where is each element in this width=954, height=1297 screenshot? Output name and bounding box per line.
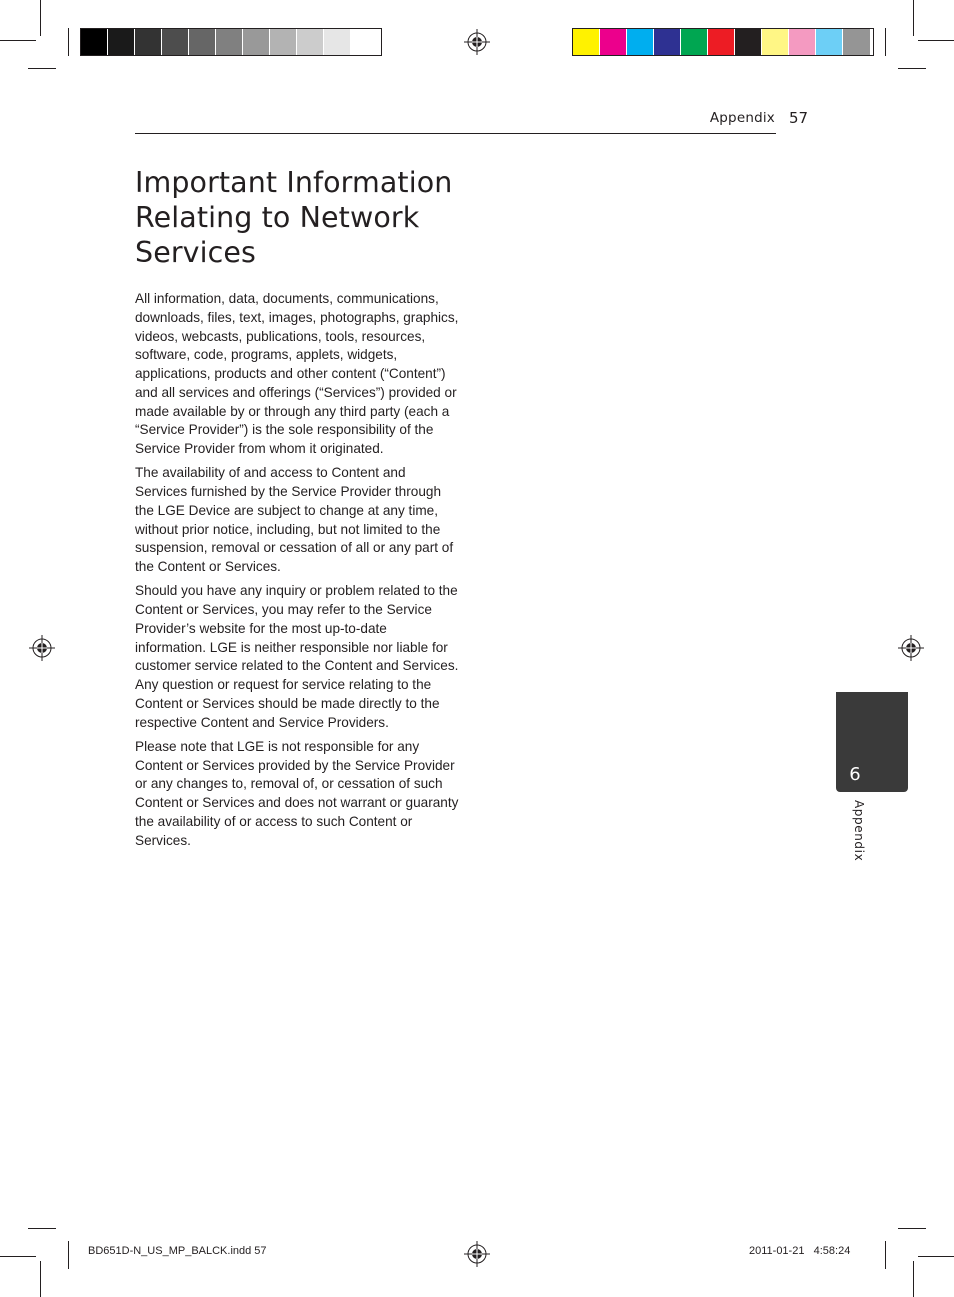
crop-mark-br-h2 — [898, 1228, 926, 1229]
header-rule — [135, 133, 776, 134]
color-swatch — [816, 29, 843, 55]
color-swatch — [789, 29, 816, 55]
color-swatch — [216, 29, 243, 55]
body-text — [135, 290, 460, 856]
crop-mark-tl-v — [40, 0, 41, 36]
running-header-section: Appendix — [709, 110, 775, 126]
color-swatch — [681, 29, 708, 55]
crop-mark-bl-v2 — [68, 1241, 69, 1269]
color-swatch — [324, 29, 351, 55]
color-swatch — [135, 29, 162, 55]
page-number: 57 — [789, 109, 809, 127]
registration-mark-icon — [464, 1241, 490, 1267]
color-swatch — [708, 29, 735, 55]
paragraph: Please note that LGE is not responsible for any Content or Services provided by the Service Provider or any changes to, removal of, or cessation of such Content or Services and does not warrant or guaranty the availability of or access to such Content or Services. — [135, 738, 459, 848]
registration-mark-icon — [464, 29, 490, 55]
crop-mark-tl-h2 — [28, 68, 56, 69]
color-swatch — [189, 29, 216, 55]
paragraph: All information, data, documents, communications, downloads, files, text, images, photographs, graphics, videos, webcasts, publications, tools, resources, software, code, programs, applets, widgets, applications, products and other content (“Content”) and all services and offerings (“Services”) provided or made available by or through any third party (each a “Service Provider”) is the sole responsibility of the Service Provider from whom it originated. — [135, 291, 459, 456]
crop-mark-br-v2 — [885, 1241, 886, 1269]
crop-mark-tr-h — [918, 40, 954, 41]
color-swatch — [351, 29, 378, 55]
registration-mark-icon — [898, 635, 924, 661]
color-swatch — [762, 29, 789, 55]
crop-mark-tr-h2 — [898, 68, 926, 69]
registration-mark-icon — [29, 635, 55, 661]
chapter-number: 6 — [849, 764, 861, 785]
paragraph: The availability of and access to Content and Services furnished by the Service Provider through the LGE Device are subject to change at any time, without prior notice, including, but not limited to the suspension, removal or cessation of all or any part of the Content or Services. — [135, 465, 454, 574]
color-swatch — [843, 29, 870, 55]
grayscale-calibration-bar — [80, 28, 382, 56]
color-swatch — [270, 29, 297, 55]
crop-mark-br-h — [918, 1256, 954, 1257]
color-swatch — [81, 29, 108, 55]
paragraph: Should you have any inquiry or problem related to the Content or Services, you may refer to the Service Provider’s website for the most up-to-date information. LGE is neither responsible nor liable for customer service related to the Content and Services. Any question or request for service relating to the Content or Services should be made directly to the respective Content and Service Providers. — [135, 583, 459, 730]
crop-mark-bl-v — [40, 1261, 41, 1297]
color-swatch — [735, 29, 762, 55]
crop-mark-tr-v — [913, 0, 914, 36]
crop-mark-bl-h — [0, 1256, 36, 1257]
color-swatch — [297, 29, 324, 55]
crop-mark-tl-h — [0, 40, 36, 41]
crop-mark-bl-h2 — [28, 1228, 56, 1229]
color-swatch — [162, 29, 189, 55]
color-swatch — [108, 29, 135, 55]
crop-mark-br-v — [913, 1261, 914, 1297]
color-swatch — [654, 29, 681, 55]
crop-mark-tl-v2 — [68, 28, 69, 56]
color-swatch — [573, 29, 600, 55]
page-title: Important Information Relating to Network Services — [135, 166, 453, 269]
slug-datetime: 2011-01-21 4:58:24 — [749, 1245, 851, 1257]
crop-mark-tr-v2 — [885, 28, 886, 56]
color-swatch — [243, 29, 270, 55]
color-swatch — [600, 29, 627, 55]
color-calibration-bar — [572, 28, 874, 56]
slug-filename: BD651D-N_US_MP_BALCK.indd 57 — [88, 1245, 267, 1257]
color-swatch — [627, 29, 654, 55]
chapter-label: Appendix — [852, 800, 866, 862]
